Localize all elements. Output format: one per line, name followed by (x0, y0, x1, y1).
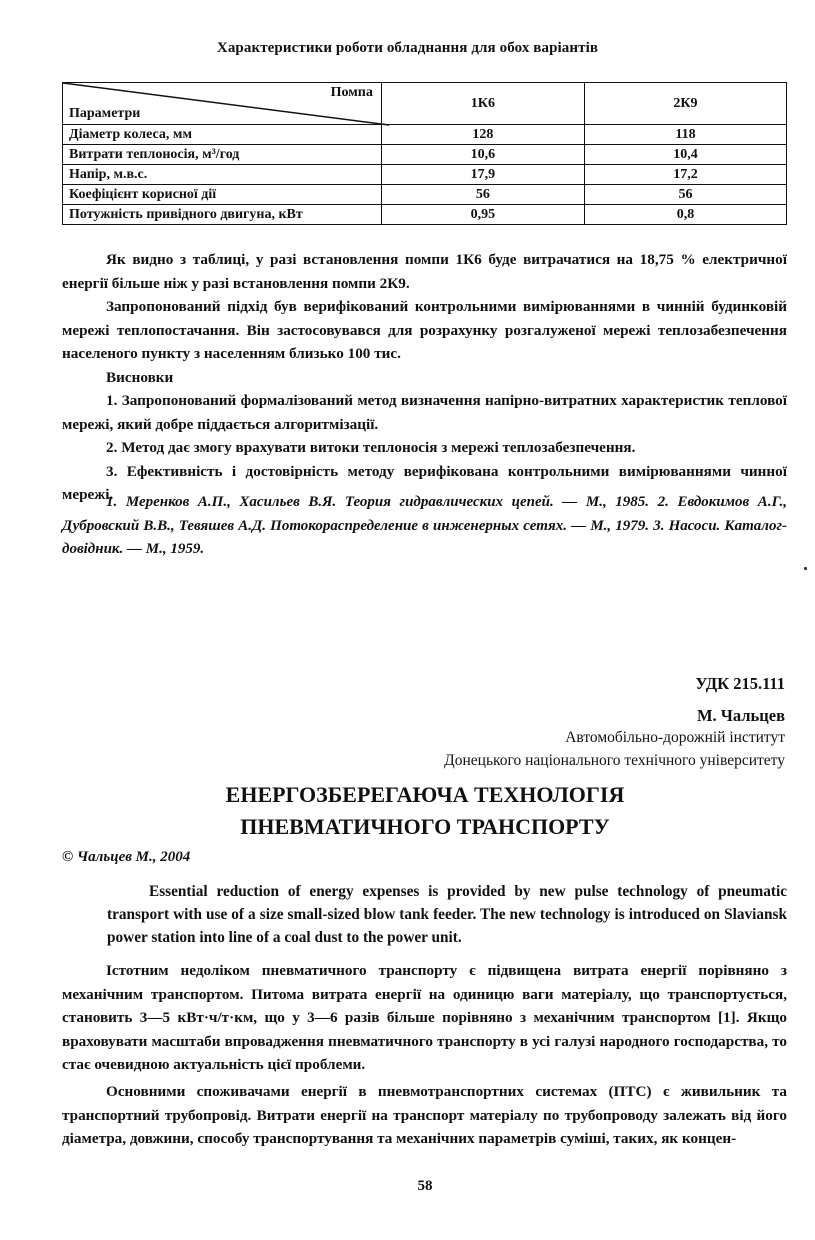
header-pump-label: Помпа (330, 85, 373, 100)
conclusion-item: 2. Метод дає змогу врахувати витоки теплоносія з мережі теплозабезпечення. (106, 439, 636, 456)
column-header-1k6: 1К6 (381, 83, 584, 125)
author-name: М. Чальцев (696, 706, 785, 725)
column-header-2k9: 2К9 (584, 83, 786, 125)
paragraph: Як видно з таблиці, у разі встановлення помпи 1К6 буде витрачатися на 18,75 % електричної енергії більше ніж у разі встановлення помпи 2К9. (62, 251, 787, 292)
paragraph: Істотним недоліком пневматичного транспорту є підвищена витрата енергії порівняно з механічним транспортом. Питома витрата енергії на одиницю ваги матеріалу, що транспортується, становить 3—5 кВт·ч/т·км, що у 3—6 разів більше порівняно з механічним транспортом [1]. Якщо враховувати масштаби впровадження пневматичного транспорту в усі галузі народного господарства, то стає очевидною актуальність цієї проблеми. (62, 962, 787, 1073)
page-number: 58 (417, 1178, 433, 1194)
conclusion-item: 3. Ефективність і достовірність методу верифікована контрольними вимірюваннями чинної мережі. (62, 462, 787, 503)
value-cell: 56 (584, 185, 786, 205)
diagonal-header-cell (63, 83, 382, 125)
value-cell: 17,2 (584, 165, 786, 185)
value-cell: 56 (381, 185, 584, 205)
scan-speck (804, 567, 807, 570)
table-header-row (63, 83, 787, 125)
pump-characteristics-table (62, 82, 787, 225)
conclusions-heading: Висновки (106, 368, 174, 386)
abstract-text: Essential reduction of energy expenses is provided by new pulse technology of pneumatic transport with use of a size small-sized blow tank feeder. The new technology is introduced on Slaviansk power station into line of a coal dust to the power unit. (107, 883, 787, 946)
value-cell: 10,6 (381, 145, 584, 165)
param-cell: Потужність привідного двигуна, кВт (63, 205, 382, 225)
paragraph: Запропонований підхід був верифікований контрольними вимірюваннями в чинній будинковій мережі теплопостачання. Він застосовувався для розрахунку розгалуженої мережі теплозабезпечення населеного пункту з населенням близько 100 тис. (62, 298, 787, 362)
table-row (63, 145, 787, 165)
results-text (62, 248, 787, 507)
value-cell: 17,9 (381, 165, 584, 185)
copyright: © Чальцев М., 2004 (62, 849, 191, 865)
table-caption: Характеристики роботи обладнання для обох варіантів (216, 40, 599, 56)
value-cell: 0,8 (584, 205, 786, 225)
udk-code: УДК 215.111 (695, 674, 785, 693)
body-paragraph-2 (62, 1080, 787, 1151)
institution-line-1: Автомобільно-дорожній інститут (565, 729, 785, 746)
param-cell: Коефіцієнт корисної дії (63, 185, 382, 205)
value-cell: 0,95 (381, 205, 584, 225)
conclusion-item: 1. Запропонований формалізований метод визначення напірно-витратних характеристик теплової мережі, який добре піддається алгоритмізації. (62, 392, 787, 433)
param-cell: Витрати теплоносія, м³/год (63, 145, 382, 165)
header-params-label: Параметри (69, 106, 141, 121)
body-paragraph-1 (62, 959, 787, 1077)
table-row (63, 165, 787, 185)
references-text: 1. Меренков А.П., Хасильев В.Я. Теория гидравлических цепей. — М., 1985. 2. Евдокимов А.Г., Дубровский В.В., Тевяшев А.Д. Потокораспределение в инженерных сетях. — М., 1979. 3. Насоси. Каталог-довідник. — М., 1959. (62, 494, 787, 557)
article-title-line-1: ЕНЕРГОЗБЕРЕГАЮЧА ТЕХНОЛОГІЯ (225, 782, 625, 807)
table-row (63, 125, 787, 145)
value-cell: 128 (381, 125, 584, 145)
value-cell: 10,4 (584, 145, 786, 165)
abstract (107, 880, 787, 949)
table-row (63, 205, 787, 225)
param-cell: Напір, м.в.с. (63, 165, 382, 185)
article-title-line-2: ПНЕВМАТИЧНОГО ТРАНСПОРТУ (240, 814, 610, 839)
table-row (63, 185, 787, 205)
references (62, 491, 787, 562)
paragraph: Основними споживачами енергії в пневмотранспортних системах (ПТС) є живильник та транспортний трубопровід. Витрати енергії на транспорт матеріалу по трубопроводу залежать від його діаметра, довжини, способу транспортування та механічних параметрів суміші, таких, як концен- (62, 1083, 787, 1147)
value-cell: 118 (584, 125, 786, 145)
institution-line-2: Донецького національного технічного університету (444, 752, 785, 769)
param-cell: Діаметр колеса, мм (63, 125, 382, 145)
